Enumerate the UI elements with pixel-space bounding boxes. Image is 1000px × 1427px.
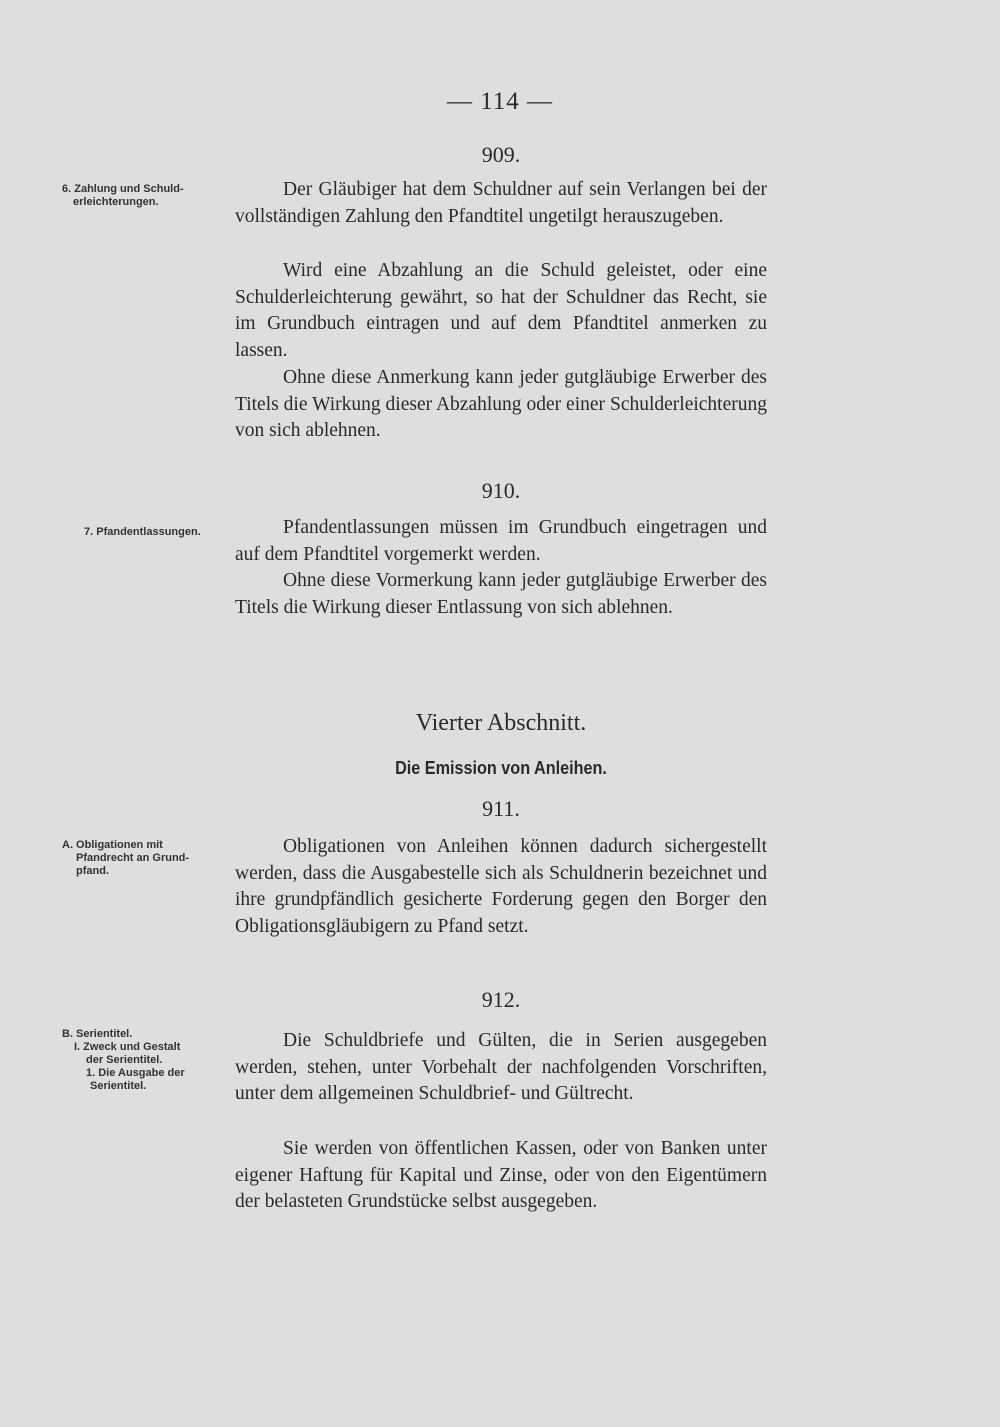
paragraph: Sie werden von öffentlichen Kassen, oder von Banken unter eigener Haftung für Kapital und Zinse, oder von den Eigentümern der belasteten Grundstücke selbst ausgegeben. <box>235 1138 767 1213</box>
margin-note-910 <box>84 526 254 539</box>
paragraph: Pfandentlassungen müssen im Grundbuch eingetragen und auf dem Pfandtitel vorgemerkt werden. <box>235 517 767 565</box>
paragraph: Ohne diese Vormerkung kann jeder gutgläubige Erwerber des Titels die Wirkung dieser Entlassung von sich ablehnen. <box>235 570 767 618</box>
margin-note-909 <box>62 183 232 209</box>
margin-note-911 <box>62 839 232 878</box>
margin-note-line: 1. Die Ausgabe der <box>86 1067 185 1079</box>
margin-note-line: A. Obligationen mit <box>62 839 163 851</box>
margin-note-line: I. Zweck und Gestalt <box>74 1041 181 1053</box>
margin-note-line: B. Serientitel. <box>62 1028 133 1040</box>
article-number-911: 911. <box>482 796 520 821</box>
paragraph: Der Gläubiger hat dem Schuldner auf sein Verlangen bei der vollständigen Zahlung den Pfandtitel ungetilgt herauszugeben. <box>235 179 767 227</box>
paragraph: Wird eine Abzahlung an die Schuld geleistet, oder eine Schulderleichterung gewährt, so hat der Schuldner das Recht, sie im Grundbuch eintragen und auf dem Pfandtitel anmerken zu lassen. <box>235 260 767 362</box>
section-title: Vierter Abschnitt. <box>415 710 587 736</box>
article-number-910: 910. <box>481 478 521 503</box>
paragraph: Ohne diese Anmerkung kann jeder gutgläubige Erwerber des Titels die Wirkung dieser Abzahlung oder einer Schulderleichterung von sich ablehnen. <box>235 367 767 442</box>
paragraph: Die Schuldbriefe und Gülten, die in Serien ausgegeben werden, stehen, unter Vorbehalt der nachfolgenden Vorschriften, unter dem allgemeinen Schuldbrief- und Gültrecht. <box>235 1030 767 1105</box>
margin-note-line: der Serientitel. <box>86 1054 163 1066</box>
section-subtitle: Die Emission von Anleihen. <box>395 758 607 778</box>
margin-note-line: pfand. <box>76 865 109 877</box>
margin-note-912 <box>62 1028 232 1093</box>
margin-note-line: erleichterungen. <box>73 196 159 208</box>
margin-note-line: Serientitel. <box>90 1080 147 1092</box>
margin-note-line: Pfandrecht an Grund- <box>76 852 190 864</box>
article-number-912: 912. <box>481 987 521 1012</box>
article-number-909: 909. <box>481 142 521 167</box>
margin-note-line: 6. Zahlung und Schuld- <box>62 183 184 195</box>
page-number: — 114 — <box>446 88 554 115</box>
paragraph: Obligationen von Anleihen können dadurch sichergestellt werden, dass die Ausgabestelle sich als Schuldnerin bezeichnet und ihre grundpfändlich gesicherte Forderung gegen den Borger den Obligationsgläubigern zu Pfand setzt. <box>235 836 767 938</box>
margin-note-line: 7. Pfandentlassungen. <box>84 526 201 538</box>
